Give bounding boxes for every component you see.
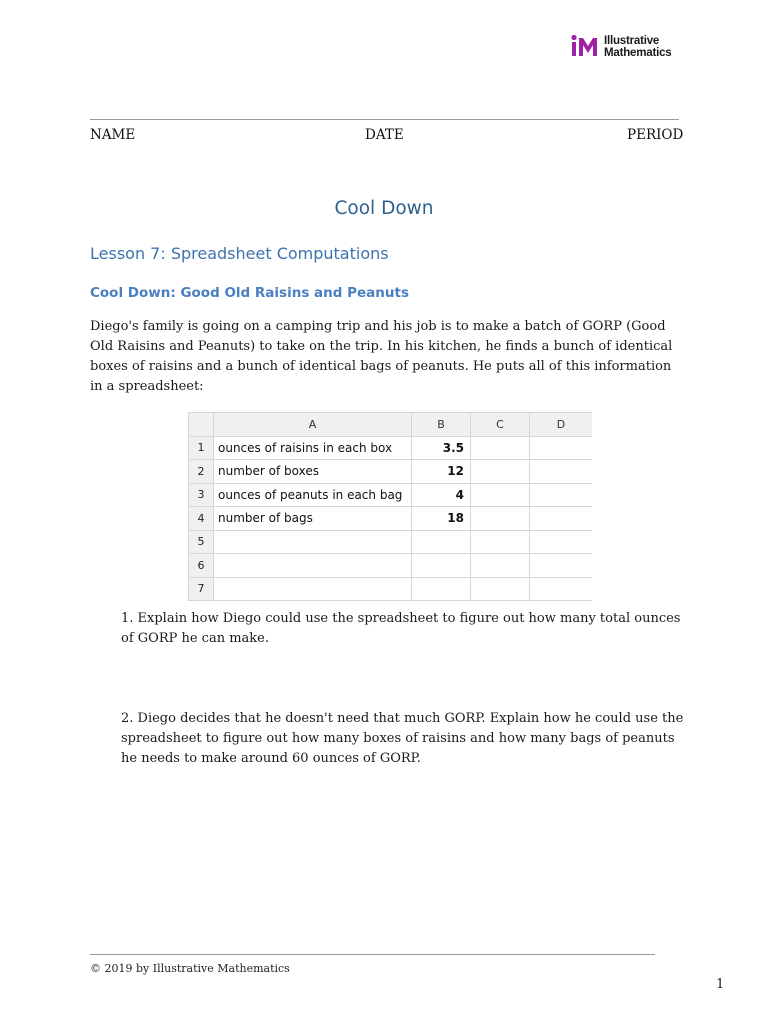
footer-rule <box>90 954 655 955</box>
date-label: DATE <box>365 127 404 143</box>
illustrative-mathematics-logo <box>570 33 671 61</box>
cell-d <box>530 577 593 601</box>
row-number: 1 <box>189 436 214 460</box>
column-header-c: C <box>471 413 530 437</box>
spreadsheet-row <box>189 530 593 554</box>
cell-b: 12 <box>412 460 471 484</box>
logo-line-2: Mathematics <box>604 47 672 59</box>
cell-a <box>214 554 412 578</box>
header-rule <box>90 119 679 120</box>
spreadsheet-header-row <box>189 413 593 437</box>
cell-d <box>530 554 593 578</box>
cell-c <box>471 554 530 578</box>
row-number: 5 <box>189 530 214 554</box>
row-number: 2 <box>189 460 214 484</box>
row-number: 7 <box>189 577 214 601</box>
column-header-b: B <box>412 413 471 437</box>
cell-a <box>214 530 412 554</box>
cell-d <box>530 483 593 507</box>
section-title: Cool Down: Good Old Raisins and Peanuts <box>90 285 410 301</box>
lesson-title: Lesson 7: Spreadsheet Computations <box>90 244 389 263</box>
spreadsheet-row <box>189 554 593 578</box>
corner-cell <box>189 413 214 437</box>
period-label: PERIOD <box>627 127 684 143</box>
name-label: NAME <box>90 127 136 143</box>
cell-c <box>471 530 530 554</box>
cell-c <box>471 577 530 601</box>
cell-b <box>412 554 471 578</box>
cell-a: ounces of peanuts in each bag <box>214 483 412 507</box>
spreadsheet-row <box>189 460 593 484</box>
cell-b <box>412 530 471 554</box>
cell-c <box>471 436 530 460</box>
cell-c <box>471 507 530 531</box>
row-number: 4 <box>189 507 214 531</box>
cell-a <box>214 577 412 601</box>
cell-b: 18 <box>412 507 471 531</box>
cell-b <box>412 577 471 601</box>
spreadsheet-row <box>189 436 593 460</box>
column-header-a: A <box>214 413 412 437</box>
cell-d <box>530 507 593 531</box>
cell-b: 4 <box>412 483 471 507</box>
im-logo-icon <box>570 33 602 61</box>
question-2: 2. Diego decides that he doesn't need that much GORP. Explain how he could use the spreadsheet to figure out how many boxes of raisins and how many bags of peanuts he needs to make around 60 ounces of GORP. <box>121 711 684 766</box>
spreadsheet-row <box>189 577 593 601</box>
cell-d <box>530 436 593 460</box>
page-title: Cool Down <box>334 198 434 219</box>
row-number: 6 <box>189 554 214 578</box>
row-number: 3 <box>189 483 214 507</box>
cell-c <box>471 460 530 484</box>
cell-b: 3.5 <box>412 436 471 460</box>
intro-paragraph: Diego's family is going on a camping trip and his job is to make a batch of GORP (Good Old Raisins and Peanuts) to take on the trip. In his kitchen, he finds a bunch of identical boxes of raisins and a bunch of identical bags of peanuts. He puts all of this information in a spreadsheet: <box>90 319 673 394</box>
cell-d <box>530 460 593 484</box>
question-1: 1. Explain how Diego could use the spreadsheet to figure out how many total ounces of GORP he can make. <box>121 611 681 646</box>
column-header-d: D <box>530 413 593 437</box>
logo-line-1: Illustrative <box>604 35 660 47</box>
spreadsheet-row <box>189 483 593 507</box>
spreadsheet-row <box>189 507 593 531</box>
cell-c <box>471 483 530 507</box>
cell-a: ounces of raisins in each box <box>214 436 412 460</box>
cell-a: number of boxes <box>214 460 412 484</box>
cell-a: number of bags <box>214 507 412 531</box>
cell-d <box>530 530 593 554</box>
page-number: 1 <box>716 977 725 992</box>
logo-text <box>604 35 671 59</box>
copyright-footer: © 2019 by Illustrative Mathematics <box>90 962 290 975</box>
spreadsheet <box>188 412 592 601</box>
